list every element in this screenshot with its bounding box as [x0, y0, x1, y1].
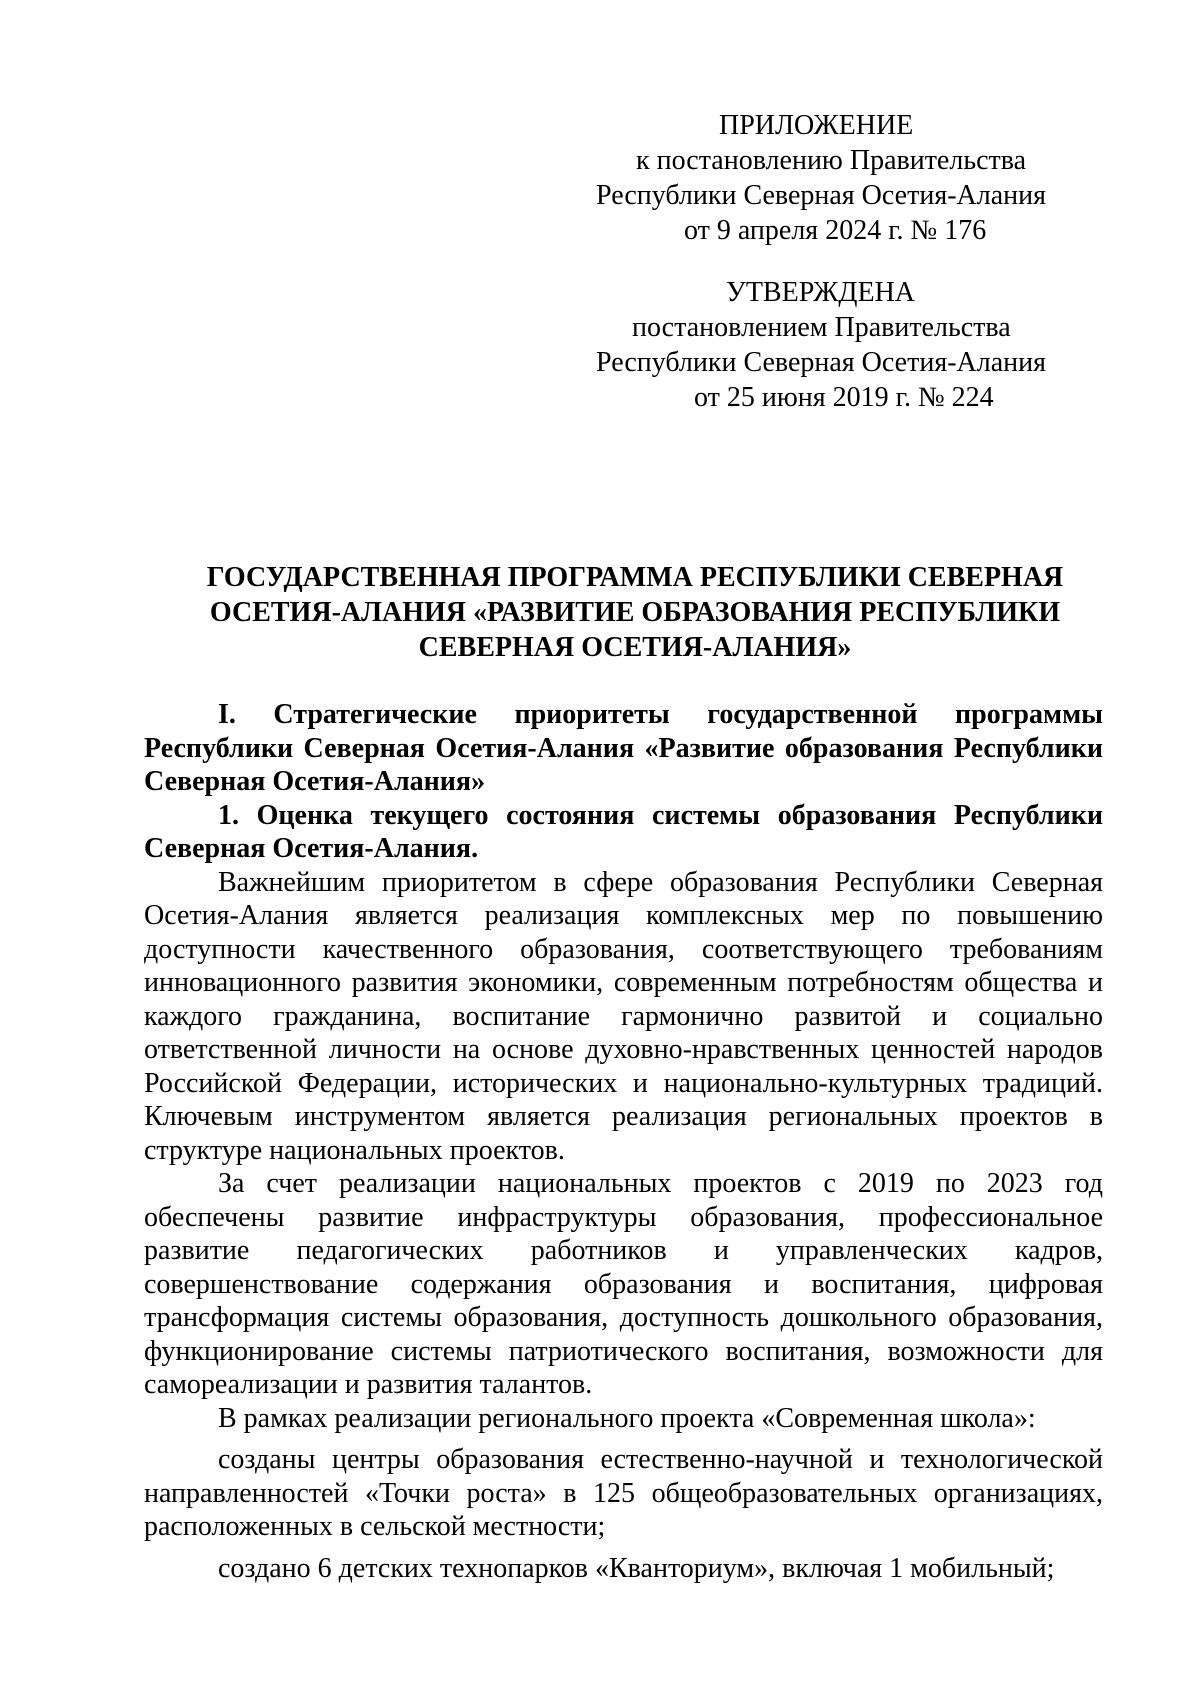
- section-heading: I. Стратегические приоритеты государственной программы Республики Северная Осетия-Алания «Развитие образования Республики Северная Осетия-Алания»: [144, 699, 1103, 797]
- title-line: ОСЕТИЯ-АЛАНИЯ «РАЗВИТИЕ ОБРАЗОВАНИЯ РЕСПУБЛИКИ: [209, 597, 1061, 628]
- body-paragraph: В рамках реализации регионального проекта «Современная школа»:: [218, 1402, 1036, 1434]
- document-body: [144, 698, 1103, 1585]
- subsection-heading: 1. Оценка текущего состояния системы образования Республики Северная Осетия-Алания.: [144, 799, 1103, 864]
- stamp-line: УТВЕРЖДЕНА: [726, 277, 916, 308]
- stamp-line: к постановлению Правительства: [636, 145, 1027, 176]
- stamp-line: ПРИЛОЖЕНИЕ: [719, 110, 914, 141]
- approved-stamp: [596, 275, 1046, 415]
- list-item: созданы центры образования естественно-научной и технологической направленностей «Точки роста» в 125 общеобразовательных организациях, расположенных в сельской местности;: [144, 1444, 1103, 1542]
- title-line: ГОСУДАРСТВЕННАЯ ПРОГРАММА РЕСПУБЛИКИ СЕВЕРНАЯ: [206, 562, 1064, 593]
- stamp-line: Республики Северная Осетия-Алания: [596, 180, 1046, 211]
- title-line: СЕВЕРНАЯ ОСЕТИЯ-АЛАНИЯ»: [418, 632, 852, 663]
- stamp-line: от 25 июня 2019 г. № 224: [694, 382, 994, 413]
- document-title: [170, 560, 1100, 665]
- appendix-stamp: [596, 108, 1046, 248]
- body-paragraph: Важнейшим приоритетом в сфере образования Республики Северная Осетия-Алания является реализация комплексных мер по повышению доступности качественного образования, соответствующего требованиям инновационного развития экономики, современным потребностям общества и каждого гражданина, воспитание гармонично развитой и социально ответственной личности на основе духовно-нравственных ценностей народов Российской Федерации, исторических и национально-культурных традиций. Ключевым инструментом является реализация региональных проектов в структуре национальных проектов.: [144, 866, 1103, 1166]
- stamp-line: от 9 апреля 2024 г. № 176: [684, 215, 987, 246]
- stamp-line: постановлением Правительства: [632, 312, 1011, 343]
- list-item: создано 6 детских технопарков «Кванториум», включая 1 мобильный;: [218, 1552, 1055, 1584]
- stamp-line: Республики Северная Осетия-Алания: [596, 347, 1046, 378]
- body-paragraph: За счет реализации национальных проектов с 2019 по 2023 год обеспечены развитие инфраструктуры образования, профессиональное развитие педагогических работников и управленческих кадров, совершенствование содержания образования и воспитания, цифровая трансформация системы образования, доступность дошкольного образования, функционирование системы патриотического воспитания, возможности для самореализации и развития талантов.: [144, 1168, 1103, 1400]
